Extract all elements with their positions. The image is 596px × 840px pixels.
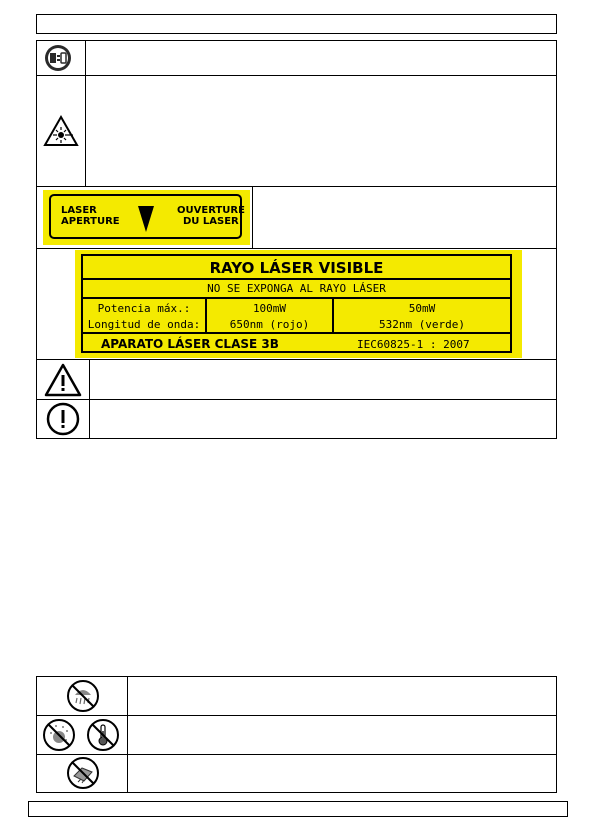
col-divider [127,677,128,792]
unplug-icon [44,44,72,72]
thermometer-icon [86,718,120,752]
row-attention [36,399,557,439]
no-shock-icon [66,756,100,790]
exclamation-circle-icon [46,402,80,436]
col-divider [252,187,253,248]
laser-spec-table [83,299,510,334]
laser-standard: IEC60825-1 : 2007 [357,338,470,351]
aperture-left-line2: APERTURE [61,216,120,227]
aperture-left-line1: LASER [61,205,97,216]
aperture-right-line2: DU LASER [183,216,239,227]
wavelength-green: 532nm (verde) [378,318,466,331]
wavelength-label: Longitud de onda: [87,318,201,331]
no-rain-icon [66,679,100,713]
row-unplug [36,40,557,76]
laser-label-title: RAYO LÁSER VISIBLE [83,256,510,280]
row-warning [36,359,557,400]
laser-class-label [75,250,522,358]
col-divider [89,360,90,438]
laser-label-warning: NO SE EXPONGA AL RAYO LÁSER [83,280,510,299]
wavelength-red: 650nm (rojo) [229,318,310,331]
no-dust-icon [42,718,76,752]
aperture-arrow-icon [138,206,154,232]
header-bar [36,14,557,34]
row-no-rain [36,676,557,716]
col-divider [85,41,86,186]
laser-aperture-sign [43,190,250,245]
laser-hazard-icon [43,115,79,147]
power-label: Potencia máx.: [97,302,191,315]
row-laser-hazard [36,75,557,187]
laser-class-text: APARATO LÁSER CLASE 3B [101,337,279,351]
power-green: 50mW [408,302,436,315]
footer-bar [28,801,568,817]
aperture-right-line1: OUVERTURE [177,205,245,216]
warning-triangle-icon [43,362,83,398]
power-red: 100mW [252,302,287,315]
